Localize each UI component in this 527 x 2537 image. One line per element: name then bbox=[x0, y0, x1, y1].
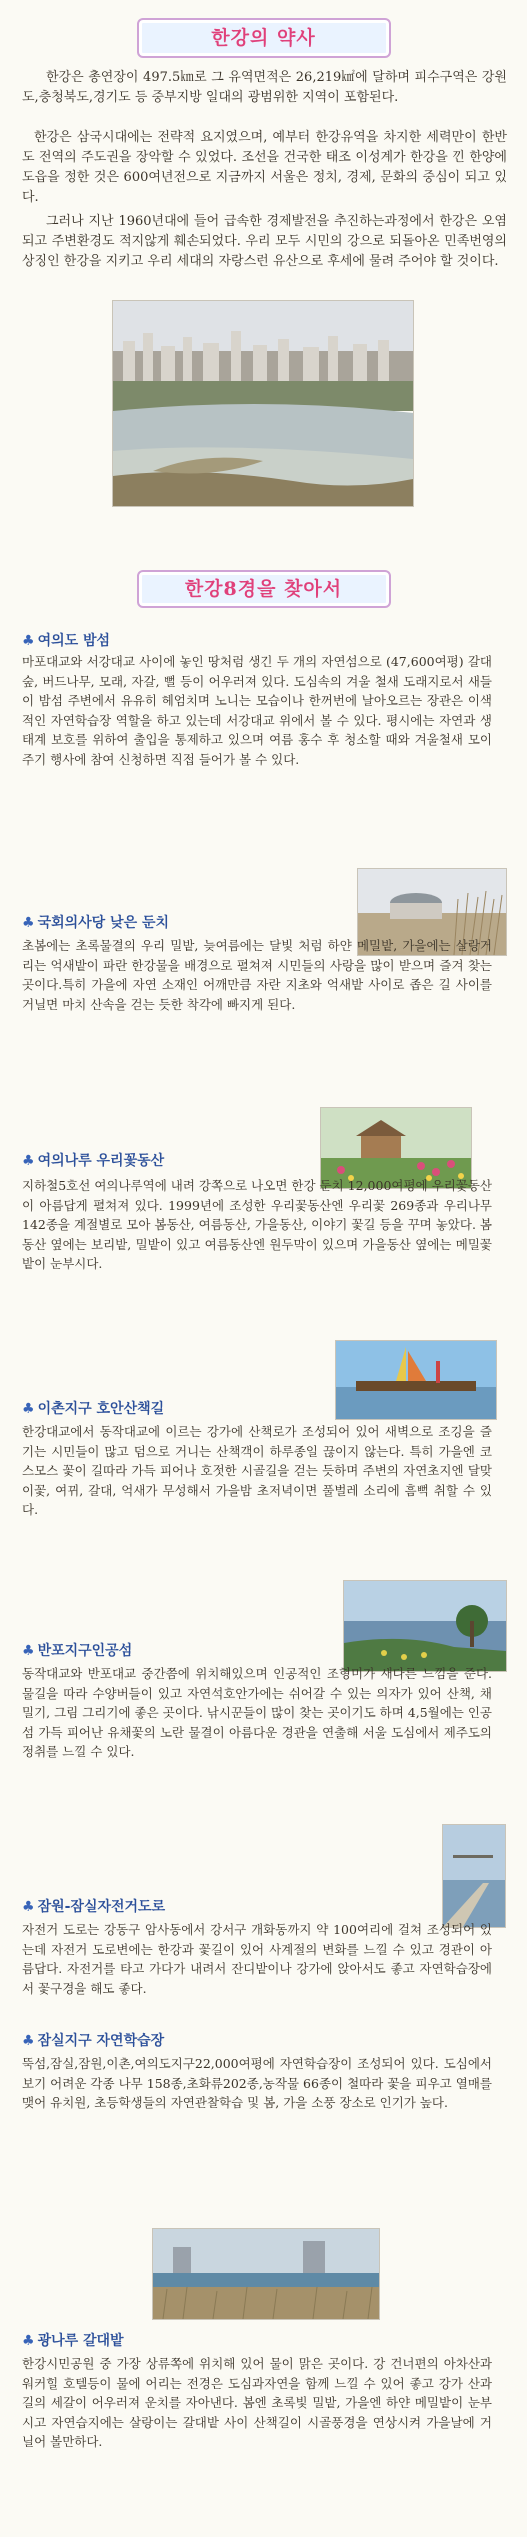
history-title: 한강의 약사 bbox=[137, 18, 391, 58]
section-body-5: 동작대교와 반포대교 중간쯤에 위치해있으며 인공적인 조형미가 새다른 느낌을 준다. 물길을 따라 수양버들이 있고 자연석호안가에는 쉬어갈 수 있는 의자가 있어 산책, 채밀기, 그림 그리기에 좋은 곳이다. 낚시꾼들이 많이 찾는 곳이기도 하며 4,5월에는 인공섬 가득 피어난 유채꽃의 노란 물결이 아름다운 경관을 연출해 서울 도심에서 제주도의 정취를 느낄 수 있다. bbox=[22, 1666, 493, 1759]
section-title-8: ♣ 광나루 갈대밭 bbox=[22, 2333, 124, 2349]
section-title-4: ♣ 이촌지구 호안산책길 bbox=[22, 1401, 165, 1417]
reed-field-photo bbox=[152, 2228, 380, 2320]
history-paragraph-2: 한강은 삼국시대에는 전략적 요지였으며, 예부터 한강유역을 차지한 세력만이 한반도 전역의 주도권을 장악할 수 있었다. 조선을 건국한 태조 이성계가 한강을 낀 한양에 도읍을 정한 것은 600여년전으로 지금까지 서울은 정치, 경제, 문화의 중심이 되고 있다. bbox=[22, 130, 507, 205]
section-body-3: 지하철5호선 여의나루역에 내려 강쪽으로 나오면 한강 둔치 12,000여평에 우리꽃동산이 아름답게 펼쳐져 있다. 1999년에 조성한 우리꽃동산엔 우리꽃 269종과 우리나무 142종을 계절별로 모아 봄동산, 여름동산, 가을동산, 이야기 꽃길 등을 꾸며 놓았다. 봄동산 옆에는 보리밭, 밀밭이 있고 여름동산엔 원두막이 있으며 가을동산 옆에는 메밀꽃밭이 눈부시다. bbox=[22, 1178, 492, 1271]
history-paragraph-1: 한강은 총연장이 497.5㎞로 그 유역면적은 26,219㎢에 달하며 피수구역은 강원도,충청북도,경기도 등 중부지방 일대의 광범위한 지역이 포함된다. bbox=[22, 70, 507, 105]
han-river-photo bbox=[112, 300, 414, 507]
section-title-2: ♣ 국회의사당 낮은 둔치 bbox=[22, 915, 170, 931]
section-title-1: ♣ 여의도 밤섬 bbox=[22, 633, 111, 649]
club-icon: ♣ bbox=[22, 1899, 35, 1915]
section-body-4: 한강대교에서 동작대교에 이르는 강가에 산책로가 조성되어 있어 새벽으로 조깅을 즐기는 시민들이 많고 덤으로 거니는 산책객이 하루종일 끊이지 않는다. 특히 가을엔 코스모스 꽃이 길따라 가득 피어나 호젓한 시골길을 걷는 듯하며 주변의 자연초지엔 달맞이꽃, 여뀌, 갈대, 억새가 무성해서 가을밤 초저녁이면 풀벌레 소리에 흠뻑 취할 수 있다. bbox=[22, 1424, 492, 1517]
club-icon: ♣ bbox=[22, 1643, 35, 1659]
club-icon: ♣ bbox=[22, 2033, 35, 2049]
history-paragraph-3: 그러나 지난 1960년대에 들어 급속한 경제발전을 추진하는과정에서 한강은 오염되고 주변환경도 적지않게 훼손되었다. 우리 모두 시민의 강으로 되돌아온 민족번영의 상징인 한강을 지키고 우리 세대의 자랑스런 유산으로 후세에 물려 주어야 할 것이다. bbox=[22, 214, 507, 269]
bike-path-photo bbox=[442, 1824, 506, 1928]
section-title-3: ♣ 여의나루 우리꽃동산 bbox=[22, 1153, 165, 1169]
club-icon: ♣ bbox=[22, 1153, 35, 1169]
eight-views-title: 한강8경을 찾아서 bbox=[137, 570, 391, 608]
section-body-7: 뚝섬,잠실,잠원,이촌,여의도지구22,000여평에 자연학습장이 조성되어 있다. 도심에서 보기 어려운 각종 나무 158종,초화류202종,농작물 66종이 철따라 꽃을 피우고 열매를 맺어 유치원, 초등학생들의 자연관찰학습 및 봄, 가을 소풍 장소로 인기가 높다. bbox=[22, 2056, 492, 2110]
club-icon: ♣ bbox=[22, 2333, 35, 2349]
section-title-7: ♣ 잠실지구 자연학습장 bbox=[22, 2033, 165, 2049]
club-icon: ♣ bbox=[22, 915, 35, 931]
section-body-8: 한강시민공원 중 가장 상류쪽에 위치해 있어 물이 맑은 곳이다. 강 건너편의 아차산과 워커힐 호텔등이 물에 어리는 전경은 도심과자연을 함께 느낄 수 있어 좋고 강가 산과 길의 세갈이 어우러져 운치를 자아낸다. 봄엔 초록빛 밀밭, 가을엔 하얀 메밀밭이 눈부시고 자연습지에는 살랑이는 갈대밭 사이 산책길이 시골풍경을 연상시켜 가을날에 거닐어 볼만하다. bbox=[22, 2356, 492, 2449]
section-body-6: 자전거 도로는 강동구 암사동에서 강서구 개화동까지 약 100여리에 걸쳐 조성되어 있는데 자전거 도로변에는 한강과 꽃길이 있어 사계절의 변화를 느낄 수 있고 경관이 아름답다. 자전거를 타고 가다가 내려서 잔디밭이나 강가에 앉아서도 좋고 자연학습장에서 꽃구경을 해도 좋다. bbox=[22, 1922, 492, 1996]
section-body-2: 초봄에는 초록물결의 우리 밀밭, 늦여름에는 달빛 처럼 하얀 메밀밭, 가을에는 살랑거리는 억새밭이 파란 한강물을 배경으로 펼쳐져 시민들의 사랑을 많이 받으며 즐겨 찾는 곳이다.특히 가을에 자연 소재인 어깨만큼 자란 지초와 억새밭 사이로 좁은 길 사이를 거닐면 마치 산속을 걷는 듯한 착각에 빠지게 된다. bbox=[22, 938, 492, 1012]
club-icon: ♣ bbox=[22, 1401, 35, 1417]
artificial-island-photo bbox=[343, 1580, 507, 1672]
club-icon: ♣ bbox=[22, 633, 35, 649]
riverside-walk-photo bbox=[335, 1340, 497, 1420]
section-title-5: ♣ 반포지구인공섬 bbox=[22, 1643, 133, 1659]
section-title-6: ♣ 잠원-잠실자전거도로 bbox=[22, 1899, 166, 1915]
section-body-1: 마포대교와 서강대교 사이에 놓인 땅처럼 생긴 두 개의 자연섬으로 (47,600여평) 갈대숲, 버드나무, 모래, 자갈, 뻘 등이 어우러져 있다. 도심속의 겨울 철새 도래지로서 새들이 밤섬 주변에서 유유히 헤엄치며 노니는 모습이나 한꺼번에 날아오르는 장관은 이색적인 자연학습장 역할을 하고 있는데 서강대교 위에서 볼 수 있다. 평시에는 자연과 생태계 보호를 위하여 출입을 통제하고 있으며 여름 홍수 후 청소할 때와 겨울철새 모이주기 행사에 참여 신청하면 직접 들어가 볼 수 있다. bbox=[22, 654, 492, 767]
